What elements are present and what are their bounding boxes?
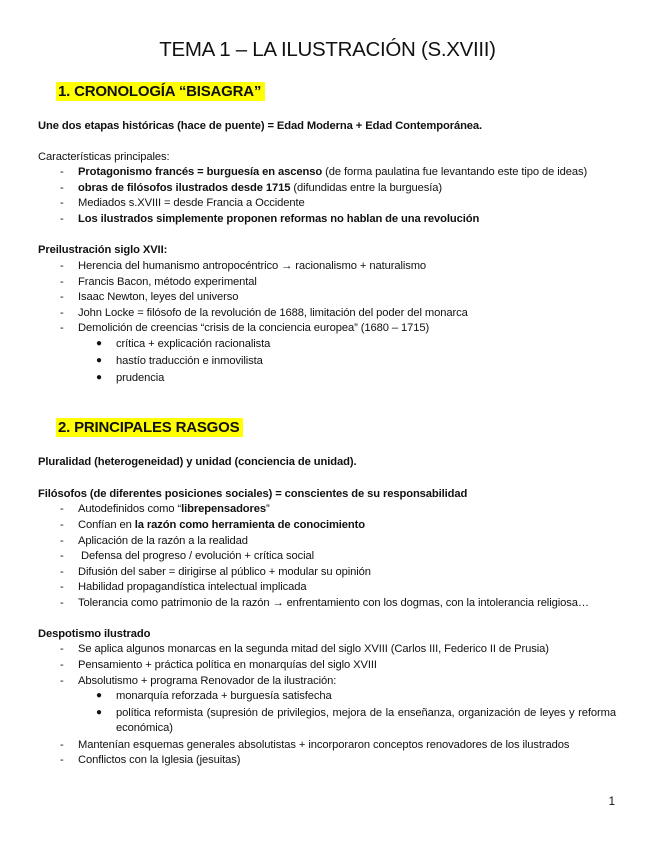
preill-item: Demolición de creencias “crisis de la conciencia europea” (1680 – 1715) — [78, 322, 430, 334]
dash-marker: - — [60, 659, 64, 671]
feature-bold: obras de filósofos ilustrados desde 1715 — [78, 182, 291, 194]
dash-marker: - — [60, 322, 64, 334]
dash-marker: - — [60, 503, 64, 515]
item-pre: Confían en — [78, 519, 135, 531]
philosopher-item: Tolerancia como patrimonio de la razón → enfrentamiento con los dogmas, con la intolerancia religiosa… — [78, 597, 589, 609]
bullet-marker: ● — [96, 707, 103, 718]
dash-marker: - — [60, 276, 64, 288]
dash-marker: - — [60, 566, 64, 578]
philosopher-item — [78, 502, 270, 516]
philosopher-item: Difusión del saber = dirigirse al público + modular su opinión — [78, 566, 371, 578]
bullet-marker: ● — [96, 690, 103, 701]
dash-marker: - — [60, 213, 64, 225]
preill-item: Isaac Newton, leyes del universo — [78, 291, 239, 303]
item-pre: Autodefinidos como “ — [78, 503, 182, 515]
philosopher-item: Aplicación de la razón a la realidad — [78, 535, 248, 547]
item-bold: la razón como herramienta de conocimiento — [134, 519, 366, 531]
despot-subitem: monarquía reforzada + burguesía satisfecha — [116, 690, 332, 702]
dash-marker: - — [60, 197, 64, 209]
preill-label: Preilustración siglo XVII: — [38, 244, 168, 256]
feature-item — [78, 212, 479, 226]
dash-marker: - — [60, 166, 64, 178]
dash-marker: - — [60, 754, 64, 766]
philosopher-item: Habilidad propagandística intelectual implicada — [78, 581, 307, 593]
bullet-marker: ● — [96, 372, 103, 383]
item-bold: librepensadores — [181, 503, 267, 515]
preill-subitem: prudencia — [116, 372, 165, 384]
preill-item: John Locke = filósofo de la revolución de 1688, limitación del poder del monarca — [78, 307, 468, 319]
bullet-marker: ● — [96, 355, 103, 366]
preill-subitem: hastío traducción e inmovilista — [116, 355, 263, 367]
philosopher-item: Defensa del progreso / evolución + crítica social — [78, 550, 314, 562]
dash-marker: - — [60, 291, 64, 303]
dash-marker: - — [60, 519, 64, 531]
philosopher-item — [78, 518, 365, 532]
despot-item: Mantenían esquemas generales absolutistas + incorporaron conceptos renovadores de los ilustrados — [78, 739, 570, 751]
despot-item: Absolutismo + programa Renovador de la ilustración: — [78, 675, 337, 687]
preill-subitem: crítica + explicación racionalista — [116, 338, 271, 350]
bullet-marker: ● — [96, 338, 103, 349]
dash-marker: - — [60, 643, 64, 655]
feature-rest: (de forma paulatina fue levantando este tipo de ideas) — [322, 166, 588, 178]
intro-text: Une dos etapas históricas (hace de puente) = Edad Moderna + Edad Contemporánea. — [38, 120, 483, 132]
dash-marker: - — [60, 535, 64, 547]
despot-item: Se aplica algunos monarcas en la segunda mitad del siglo XVIII (Carlos III, Federico II de Prusia) — [78, 643, 549, 655]
page-number: 1 — [608, 796, 615, 808]
feature-item — [78, 196, 305, 210]
section-heading-rasgos: 2. PRINCIPALES RASGOS — [56, 418, 243, 437]
preill-item: Herencia del humanismo antropocéntrico → racionalismo + naturalismo — [78, 260, 427, 272]
page-title: TEMA 1 – LA ILUSTRACIÓN (S.XVIII) — [159, 38, 496, 61]
philosophers-label: Filósofos (de diferentes posiciones sociales) = conscientes de su responsabilidad — [38, 488, 468, 500]
despot-label: Despotismo ilustrado — [38, 628, 151, 640]
dash-marker: - — [60, 597, 64, 609]
feature-rest: Mediados s.XVIII = desde Francia a Occidente — [78, 197, 305, 209]
despot-item: Conflictos con la Iglesia (jesuitas) — [78, 754, 241, 766]
despot-item: Pensamiento + práctica política en monarquías del siglo XVIII — [78, 659, 377, 671]
dash-marker: - — [60, 182, 64, 194]
feature-bold: Los ilustrados simplemente proponen reformas no hablan de una revolución — [78, 213, 480, 225]
dash-marker: - — [60, 581, 64, 593]
preill-item: Francis Bacon, método experimental — [78, 276, 257, 288]
item-post: ” — [266, 503, 270, 515]
features-label: Características principales: — [38, 151, 170, 163]
dash-marker: - — [60, 739, 64, 751]
dash-marker: - — [60, 550, 64, 562]
section-heading-cronologia: 1. CRONOLOGÍA “BISAGRA” — [56, 82, 265, 101]
feature-item — [78, 181, 442, 195]
dash-marker: - — [60, 307, 64, 319]
feature-bold: Protagonismo francés = burguesía en ascenso — [78, 166, 323, 178]
feature-item — [78, 165, 587, 179]
plurality-text: Pluralidad (heterogeneidad) y unidad (conciencia de unidad). — [38, 456, 357, 468]
dash-marker: - — [60, 675, 64, 687]
dash-marker: - — [60, 260, 64, 272]
feature-rest: (difundidas entre la burguesía) — [290, 182, 443, 194]
despot-subitem: política reformista (supresión de privilegios, mejora de la enseñanza, organización de leyes y reforma económica) — [116, 707, 616, 734]
